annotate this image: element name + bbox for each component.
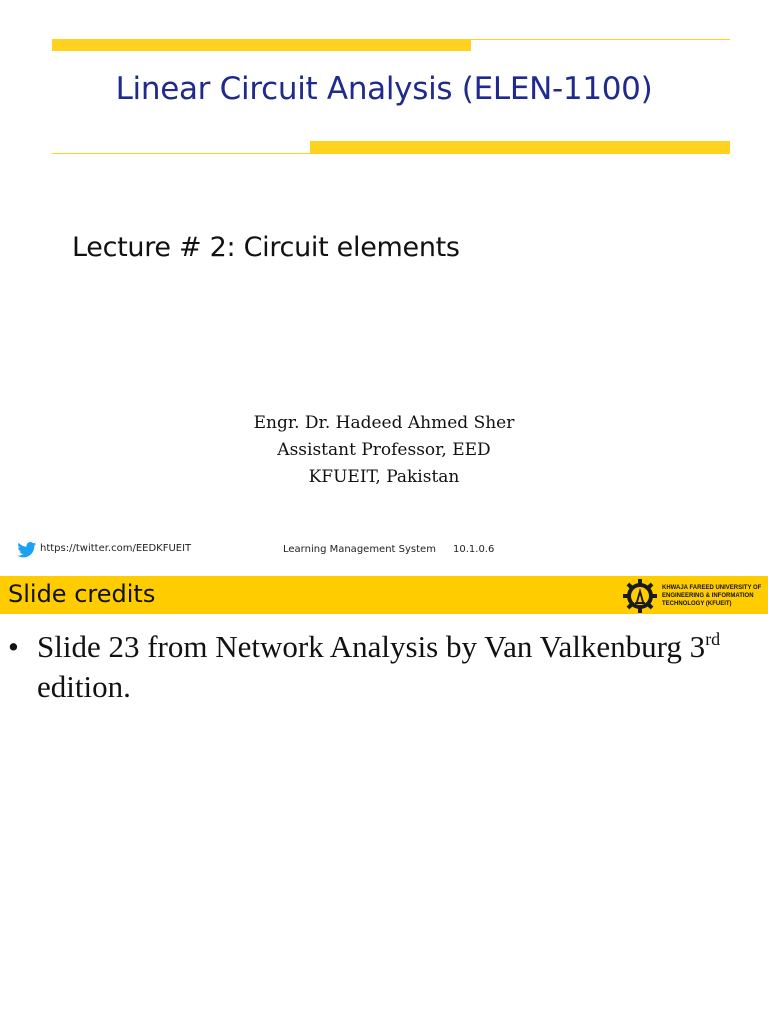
author-block <box>0 410 768 491</box>
author-institution: KFUEIT, Pakistan <box>308 467 460 487</box>
university-name <box>662 584 768 608</box>
bullet-marker: • <box>8 629 19 664</box>
credit-text-main: Slide 23 from Network Analysis by Van Valkenburg 3 <box>37 629 706 664</box>
version-label: 10.1.0.6 <box>453 544 495 555</box>
credits-title: Slide credits <box>8 580 156 608</box>
credit-text-tail: edition. <box>37 669 131 704</box>
university-name-line2: ENGINEERING & INFORMATION <box>662 593 754 599</box>
top-accent-line <box>471 39 730 40</box>
course-title: Linear Circuit Analysis (ELEN-1100) <box>115 71 653 107</box>
university-name-line1: KHWAJA FAREED UNIVERSITY OF <box>662 585 762 591</box>
twitter-link[interactable]: https://twitter.com/EEDKFUEIT <box>40 543 192 554</box>
author-name: Engr. Dr. Hadeed Ahmed Sher <box>253 413 515 433</box>
slide-footer <box>0 540 768 560</box>
credits-header-bar <box>0 576 768 614</box>
bottom-accent-line <box>52 153 310 154</box>
bottom-accent-bar <box>310 141 730 154</box>
credit-text <box>8 627 760 707</box>
university-logo <box>622 578 768 614</box>
credit-bullet <box>8 627 760 707</box>
university-gear-emblem-icon <box>622 578 658 614</box>
twitter-bird-icon <box>17 542 37 558</box>
author-position: Assistant Professor, EED <box>277 440 491 460</box>
lecture-title: Lecture # 2: Circuit elements <box>72 232 460 263</box>
top-accent-bar <box>52 39 471 51</box>
credits-slide <box>0 576 768 1024</box>
university-name-line3: TECHNOLOGY (KFUEIT) <box>662 601 732 607</box>
credit-superscript: rd <box>705 629 721 649</box>
lms-label: Learning Management System <box>283 544 436 555</box>
